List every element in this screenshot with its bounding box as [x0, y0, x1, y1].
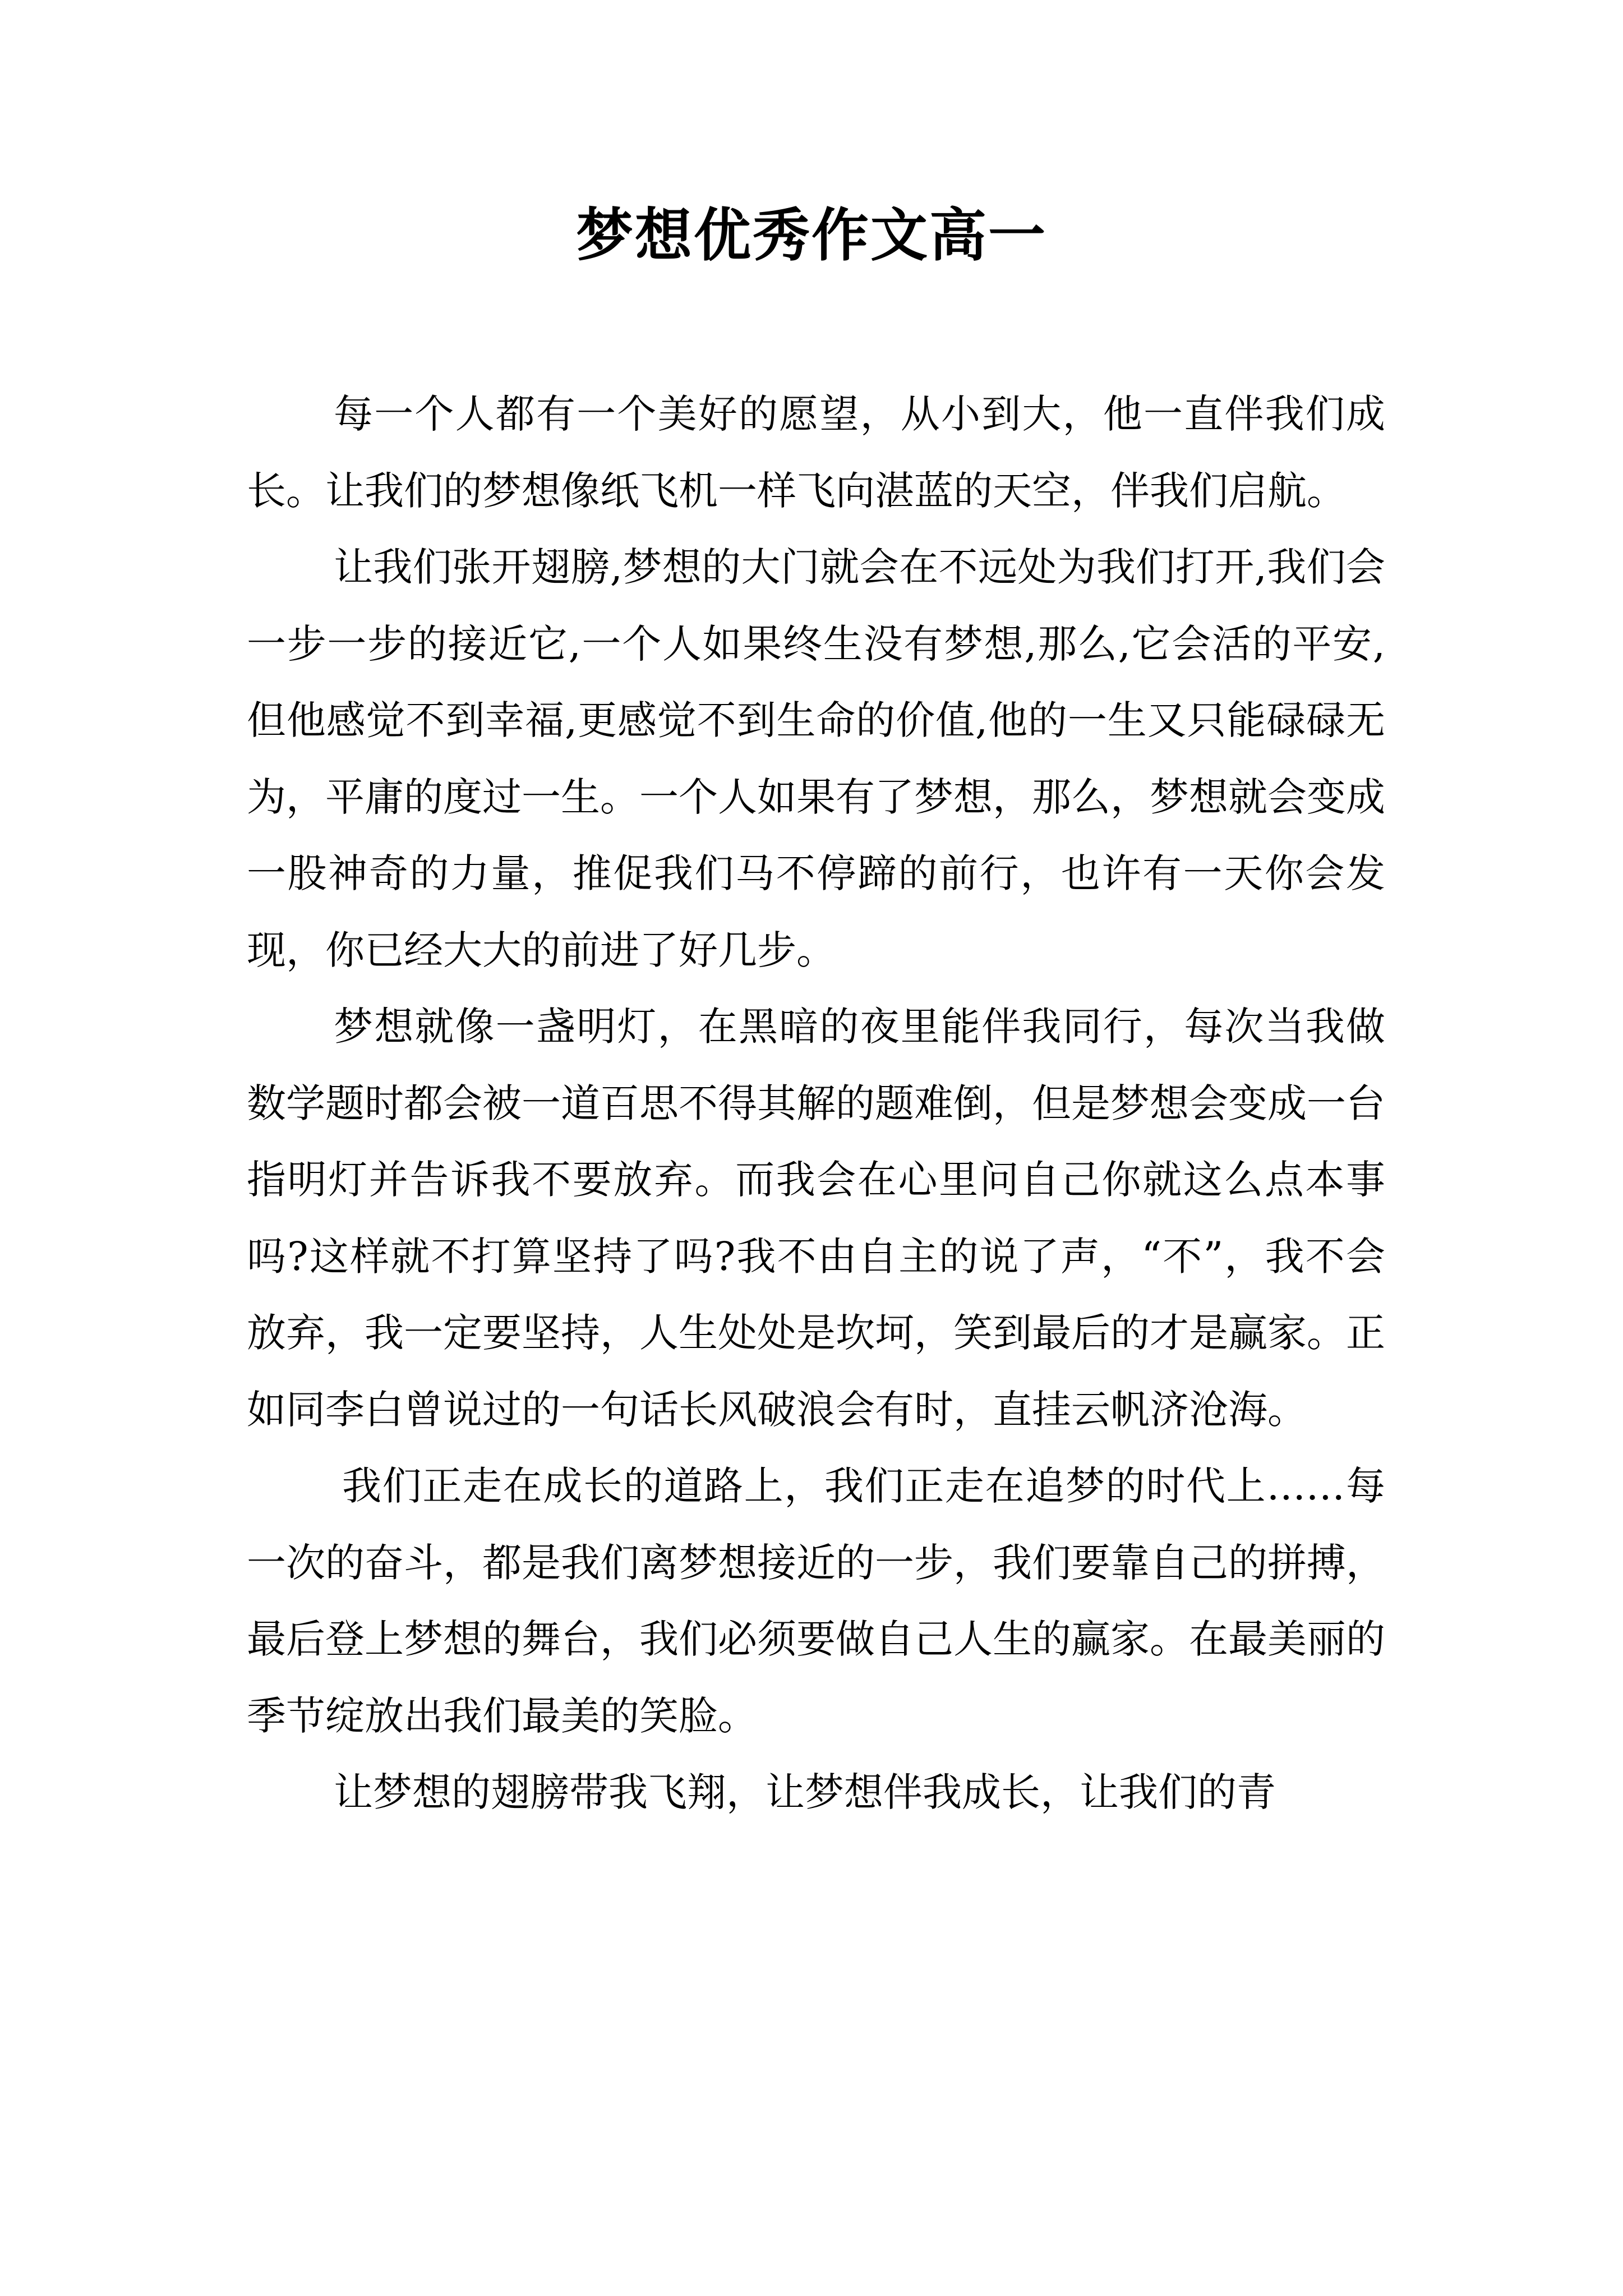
document-title: 梦想优秀作文高一: [576, 202, 1047, 269]
paragraph-1: 每一个人都有一个美好的愿望，从小到大，他一直伴我们成长。让我们的梦想像纸飞机一样飞向湛蓝的天空，伴我们启航。: [247, 391, 1385, 514]
paragraph-4: 我们正走在成长的道路上，我们正走在追梦的时代上……每一次的奋斗，都是我们离梦想接近的一步，我们要靠自己的拼搏，最后登上梦想的舞台，我们必须要做自己人生的赢家。在最美丽的季节绽放出我们最美的笑脸。: [247, 1463, 1385, 1739]
paragraph-2: 让我们张开翅膀,梦想的大门就会在不远处为我们打开,我们会一步一步的接近它,一个人如果终生没有梦想,那么,它会活的平安,但他感觉不到幸福,更感觉不到生命的价值,他的一生又只能碌碌无为，平庸的度过一生。一个人如果有了梦想，那么，梦想就会变成一股神奇的力量，推促我们马不停蹄的前行，也许有一天你会发现，你已经大大的前进了好几步。: [247, 544, 1385, 973]
paragraph-5: 让梦想的翅膀带我飞翔，让梦想伴我成长，让我们的青: [334, 1769, 1276, 1815]
document-body: [247, 376, 1385, 1831]
paragraph-3: 梦想就像一盏明灯，在黑暗的夜里能伴我同行，每次当我做数学题时都会被一道百思不得其解的题难倒，但是梦想会变成一台指明灯并告诉我不要放弃。而我会在心里问自己你就这么点本事吗?这样就不打算坚持了吗?我不由自主的说了声，“不”，我不会放弃，我一定要坚持，人生处处是坎坷，笑到最后的才是赢家。正如同李白曾说过的一句话长风破浪会有时，直挂云帆济沧海。: [247, 1004, 1385, 1433]
